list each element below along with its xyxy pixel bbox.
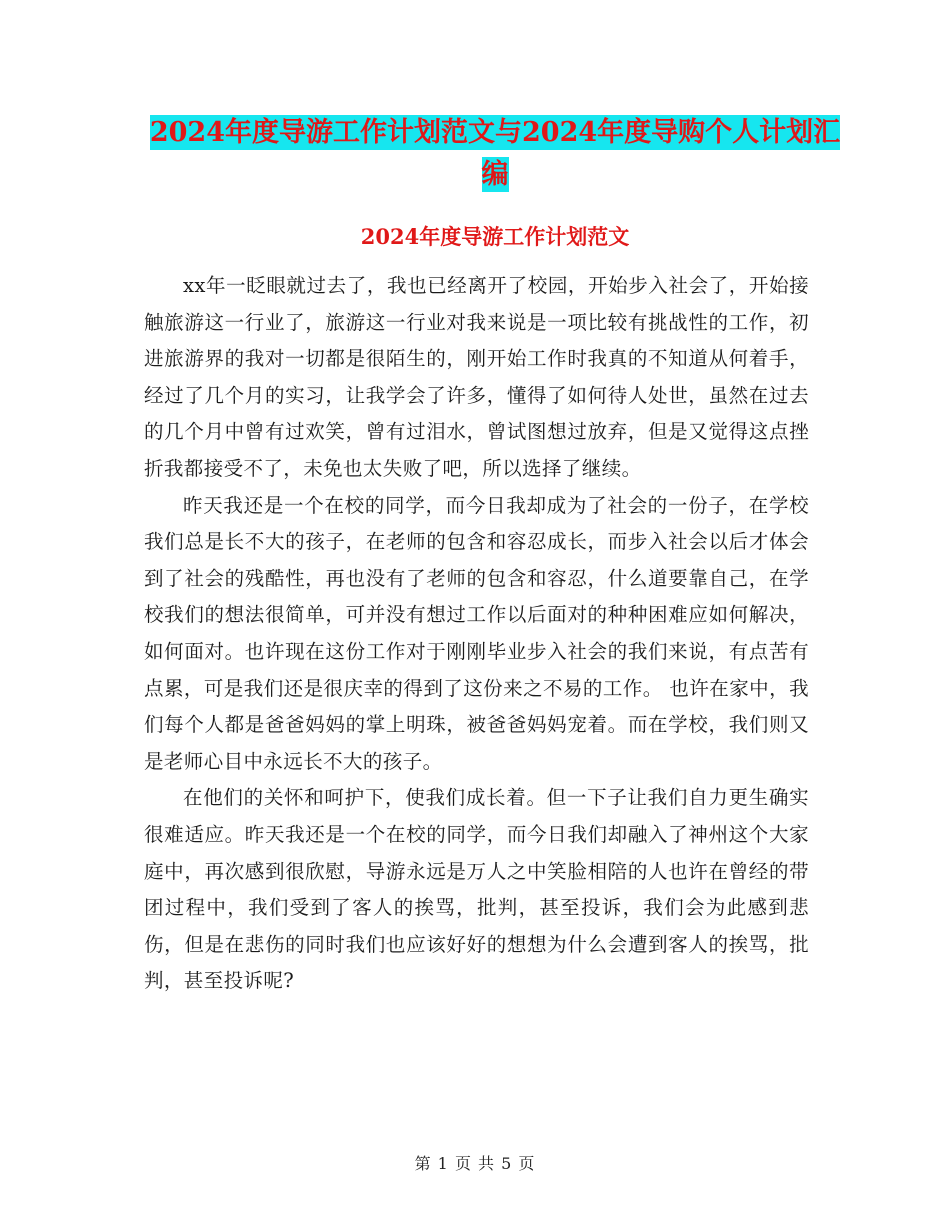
document-title: [140, 112, 850, 196]
paragraph: 昨天我还是一个在校的同学，而今日我却成为了社会的一份子，在学校我们总是长不大的孩子，在老师的包含和容忍成长，而步入社会以后才体会到了社会的残酷性，再也没有了老师的包含和容忍，什么道要靠自己，在学校我们的想法很简单，可并没有想过工作以后面对的种种困难应如何解决，如何面对。也许现在这份工作对于刚刚毕业步入社会的我们来说，有点苦有点累，可是我们还是很庆幸的得到了这份来之不易的工作。 也许在家中，我们每个人都是爸爸妈妈的掌上明珠，被爸爸妈妈宠着。而在学校，我们则又是老师心目中永远长不大的孩子。: [144, 493, 809, 773]
paragraph: 在他们的关怀和呵护下，使我们成长着。但一下子让我们自力更生确实很难适应。昨天我还是一个在校的同学，而今日我们却融入了神州这个大家庭中，再次感到很欣慰，导游永远是万人之中笑脸相陪的人也许在曾经的带团过程中，我们受到了客人的挨骂，批判，甚至投诉，我们会为此感到悲伤，但是在悲伤的同时我们也应该好好的想想为什么会遭到客人的挨骂，批判，甚至投诉呢?: [144, 786, 809, 993]
paragraph: xx年一眨眼就过去了，我也已经离开了校园，开始步入社会了，开始接触旅游这一行业了，旅游这一行业对我来说是一项比较有挑战性的工作，初进旅游界的我对一切都是很陌生的，刚开始工作时我真的不知道从何着手，经过了几个月的实习，让我学会了许多，懂得了如何待人处世，虽然在过去的几个月中曾有过欢笑，曾有过泪水，曾试图想过放弃，但是又觉得这点挫折我都接受不了，未免也太失败了吧，所以选择了继续。: [144, 274, 809, 480]
section-title: 2024年度导游工作计划范文: [360, 224, 630, 249]
page-footer: 第 1 页 共 5 页: [414, 1154, 536, 1173]
document-title-text: 2024年度导游工作计划范文与2024年度导购个人计划汇编: [149, 117, 841, 190]
document-body: [144, 268, 809, 1000]
